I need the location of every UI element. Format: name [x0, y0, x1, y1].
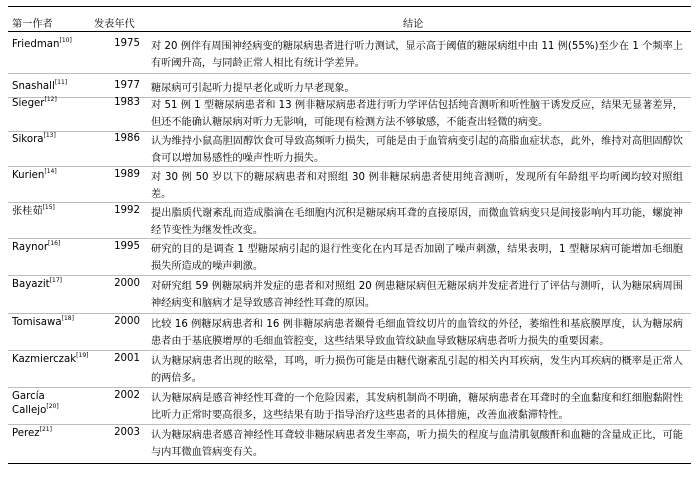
ref-mark: [18] — [61, 315, 74, 322]
year-cell: 1975 — [114, 38, 140, 49]
ref-mark: [20] — [46, 403, 59, 410]
conclusion-cell: 认为糖尿病是感音神经性耳聋的一个危险因素，其发病机制尚不明确，糖尿病患者在耳聋时的全血黏度和红细胞黏附性比听力正常时要高很多，这些结果有助于指导治疗这些患者的具体措施，改善血液黏滞特性。 — [151, 393, 683, 421]
author-cell: 张桂茹[15] — [12, 204, 55, 217]
row-divider — [8, 202, 691, 203]
author-cell: Raynor[16] — [12, 240, 61, 253]
conclusion-cell: 比较 16 例糖尿病患者和 16 例非糖尿病患者颞骨毛细血管纹切片的血管纹的外径，萎缩性和基底膜厚度，认为糖尿病患者由于基底膜增厚的毛细血管腔变，这些结果导致血管纹缺血导致糖尿病患者听力损失的重要因素。 — [151, 319, 683, 347]
author-cell: Perez[21] — [12, 426, 52, 439]
conclusion-cell: 对 30 例 50 岁以下的糖尿病患者和对照组 30 例非糖尿病患者使用纯音测听，发现所有年龄组平均听阈均较对照组差。 — [151, 172, 683, 200]
ref-mark: [17] — [49, 277, 63, 284]
author-cell: Friedman[10] — [12, 37, 72, 50]
header-conclusion: 结论 — [403, 19, 424, 30]
author-cell: Tomisawa[18] — [12, 315, 74, 328]
year-cell: 1977 — [114, 80, 140, 91]
ref-mark: [21] — [39, 426, 52, 433]
author-cell: Snashall[11] — [12, 79, 68, 92]
row-divider — [8, 131, 691, 132]
row-divider — [8, 238, 691, 239]
conclusion-cell: 认为糖尿病患者感音神经性耳聋较非糖尿病患者发生率高，听力损失的程度与血清肌氨酸酐和血糖的含量成正比，可能与内耳微血管病变有关。 — [151, 430, 683, 458]
year-cell: 1983 — [114, 97, 140, 108]
header-bottom-rule — [8, 31, 691, 32]
conclusion-cell: 研究的目的是调查 1 型糖尿病引起的退行性变化在内耳是否加剧了噪声刺激，结果表明，1 型糖尿病可能增加毛细胞损失所造成的噪声刺激。 — [151, 244, 683, 272]
conclusion-cell: 对研究组 59 例糖尿病并发症的患者和对照组 20 例患糖尿病但无糖尿病并发症者进行了评估与测听，认为糖尿病周围神经病变和脑病才是导致感音神经性耳聋的原因。 — [151, 281, 683, 309]
row-divider — [8, 424, 691, 425]
author-cell: Sieger[12] — [12, 96, 57, 109]
conclusion-cell: 认为维持小鼠高胆固醇饮食可导致高频听力损失，可能是由于血管病变引起的高脂血症状态，此外，维持对高胆固醇饮食可以增加易感性的噪声性听力损失。 — [151, 136, 683, 164]
author-cell: García Callejo[20] — [12, 391, 59, 416]
year-cell: 1986 — [114, 133, 140, 144]
year-cell: 1992 — [114, 205, 140, 216]
table-bottom-rule — [8, 463, 691, 464]
row-divider — [8, 73, 691, 74]
row-divider — [8, 350, 691, 351]
year-cell: 2001 — [114, 353, 140, 364]
conclusion-cell: 对 20 例伴有周围神经病变的糖尿病患者进行听力测试，显示高于阈值的糖尿病组中由 11 例(55%)至少在 1 个频率上有听阈升高，与同龄正常人相比有统计学差异。 — [151, 41, 683, 69]
year-cell: 1989 — [114, 169, 140, 180]
conclusion-cell: 糖尿病可引起听力提早老化或听力早老现象。 — [151, 83, 355, 94]
conclusion-cell: 认为糖尿病患者出现的眩晕，耳鸣，听力损伤可能是由糖代谢紊乱引起的相关内耳疾病，发生内耳疾病的概率是正常人的两倍多。 — [151, 356, 683, 384]
ref-mark: [15] — [42, 204, 55, 211]
author-cell: Bayazit[17] — [12, 277, 63, 290]
table-top-rule — [8, 6, 691, 7]
ref-mark: [11] — [54, 79, 68, 86]
ref-mark: [16] — [48, 240, 61, 247]
row-divider — [8, 166, 691, 167]
author-cell: Kurien[14] — [12, 168, 57, 181]
year-cell: 2000 — [114, 316, 140, 327]
header-year: 发表年代 — [94, 19, 135, 30]
author-cell: Sikora[13] — [12, 132, 56, 145]
ref-mark: [14] — [44, 168, 57, 175]
ref-mark: [12] — [44, 96, 57, 103]
conclusion-cell: 提出脂质代谢紊乱而造成脂滴在毛细胞内沉积是糖尿病耳聋的直接原因，而微血管病变只是间接影响内耳功能，螺旋神经节变性为继发性改变。 — [151, 208, 683, 236]
conclusion-cell: 对 51 例 1 型糖尿病患者和 13 例非糖尿病患者进行听力学评估包括纯音测听和听性脑干诱发反应，结果无显著差异，但还不能确认糖尿病对听力无影响，可能现有检测方法不够敏感，不能查出轻微的病变。 — [151, 100, 683, 128]
year-cell: 2000 — [114, 278, 140, 289]
year-cell: 2002 — [114, 390, 140, 401]
ref-mark: [19] — [76, 352, 89, 359]
row-divider — [8, 313, 691, 314]
year-cell: 1995 — [114, 241, 140, 252]
year-cell: 2003 — [114, 427, 140, 438]
ref-mark: [13] — [43, 132, 56, 139]
row-divider — [8, 275, 691, 276]
row-divider — [8, 387, 691, 388]
author-cell: Kazmierczak[19] — [12, 352, 89, 365]
ref-mark: [10] — [59, 37, 72, 44]
header-author: 第一作者 — [12, 19, 53, 30]
